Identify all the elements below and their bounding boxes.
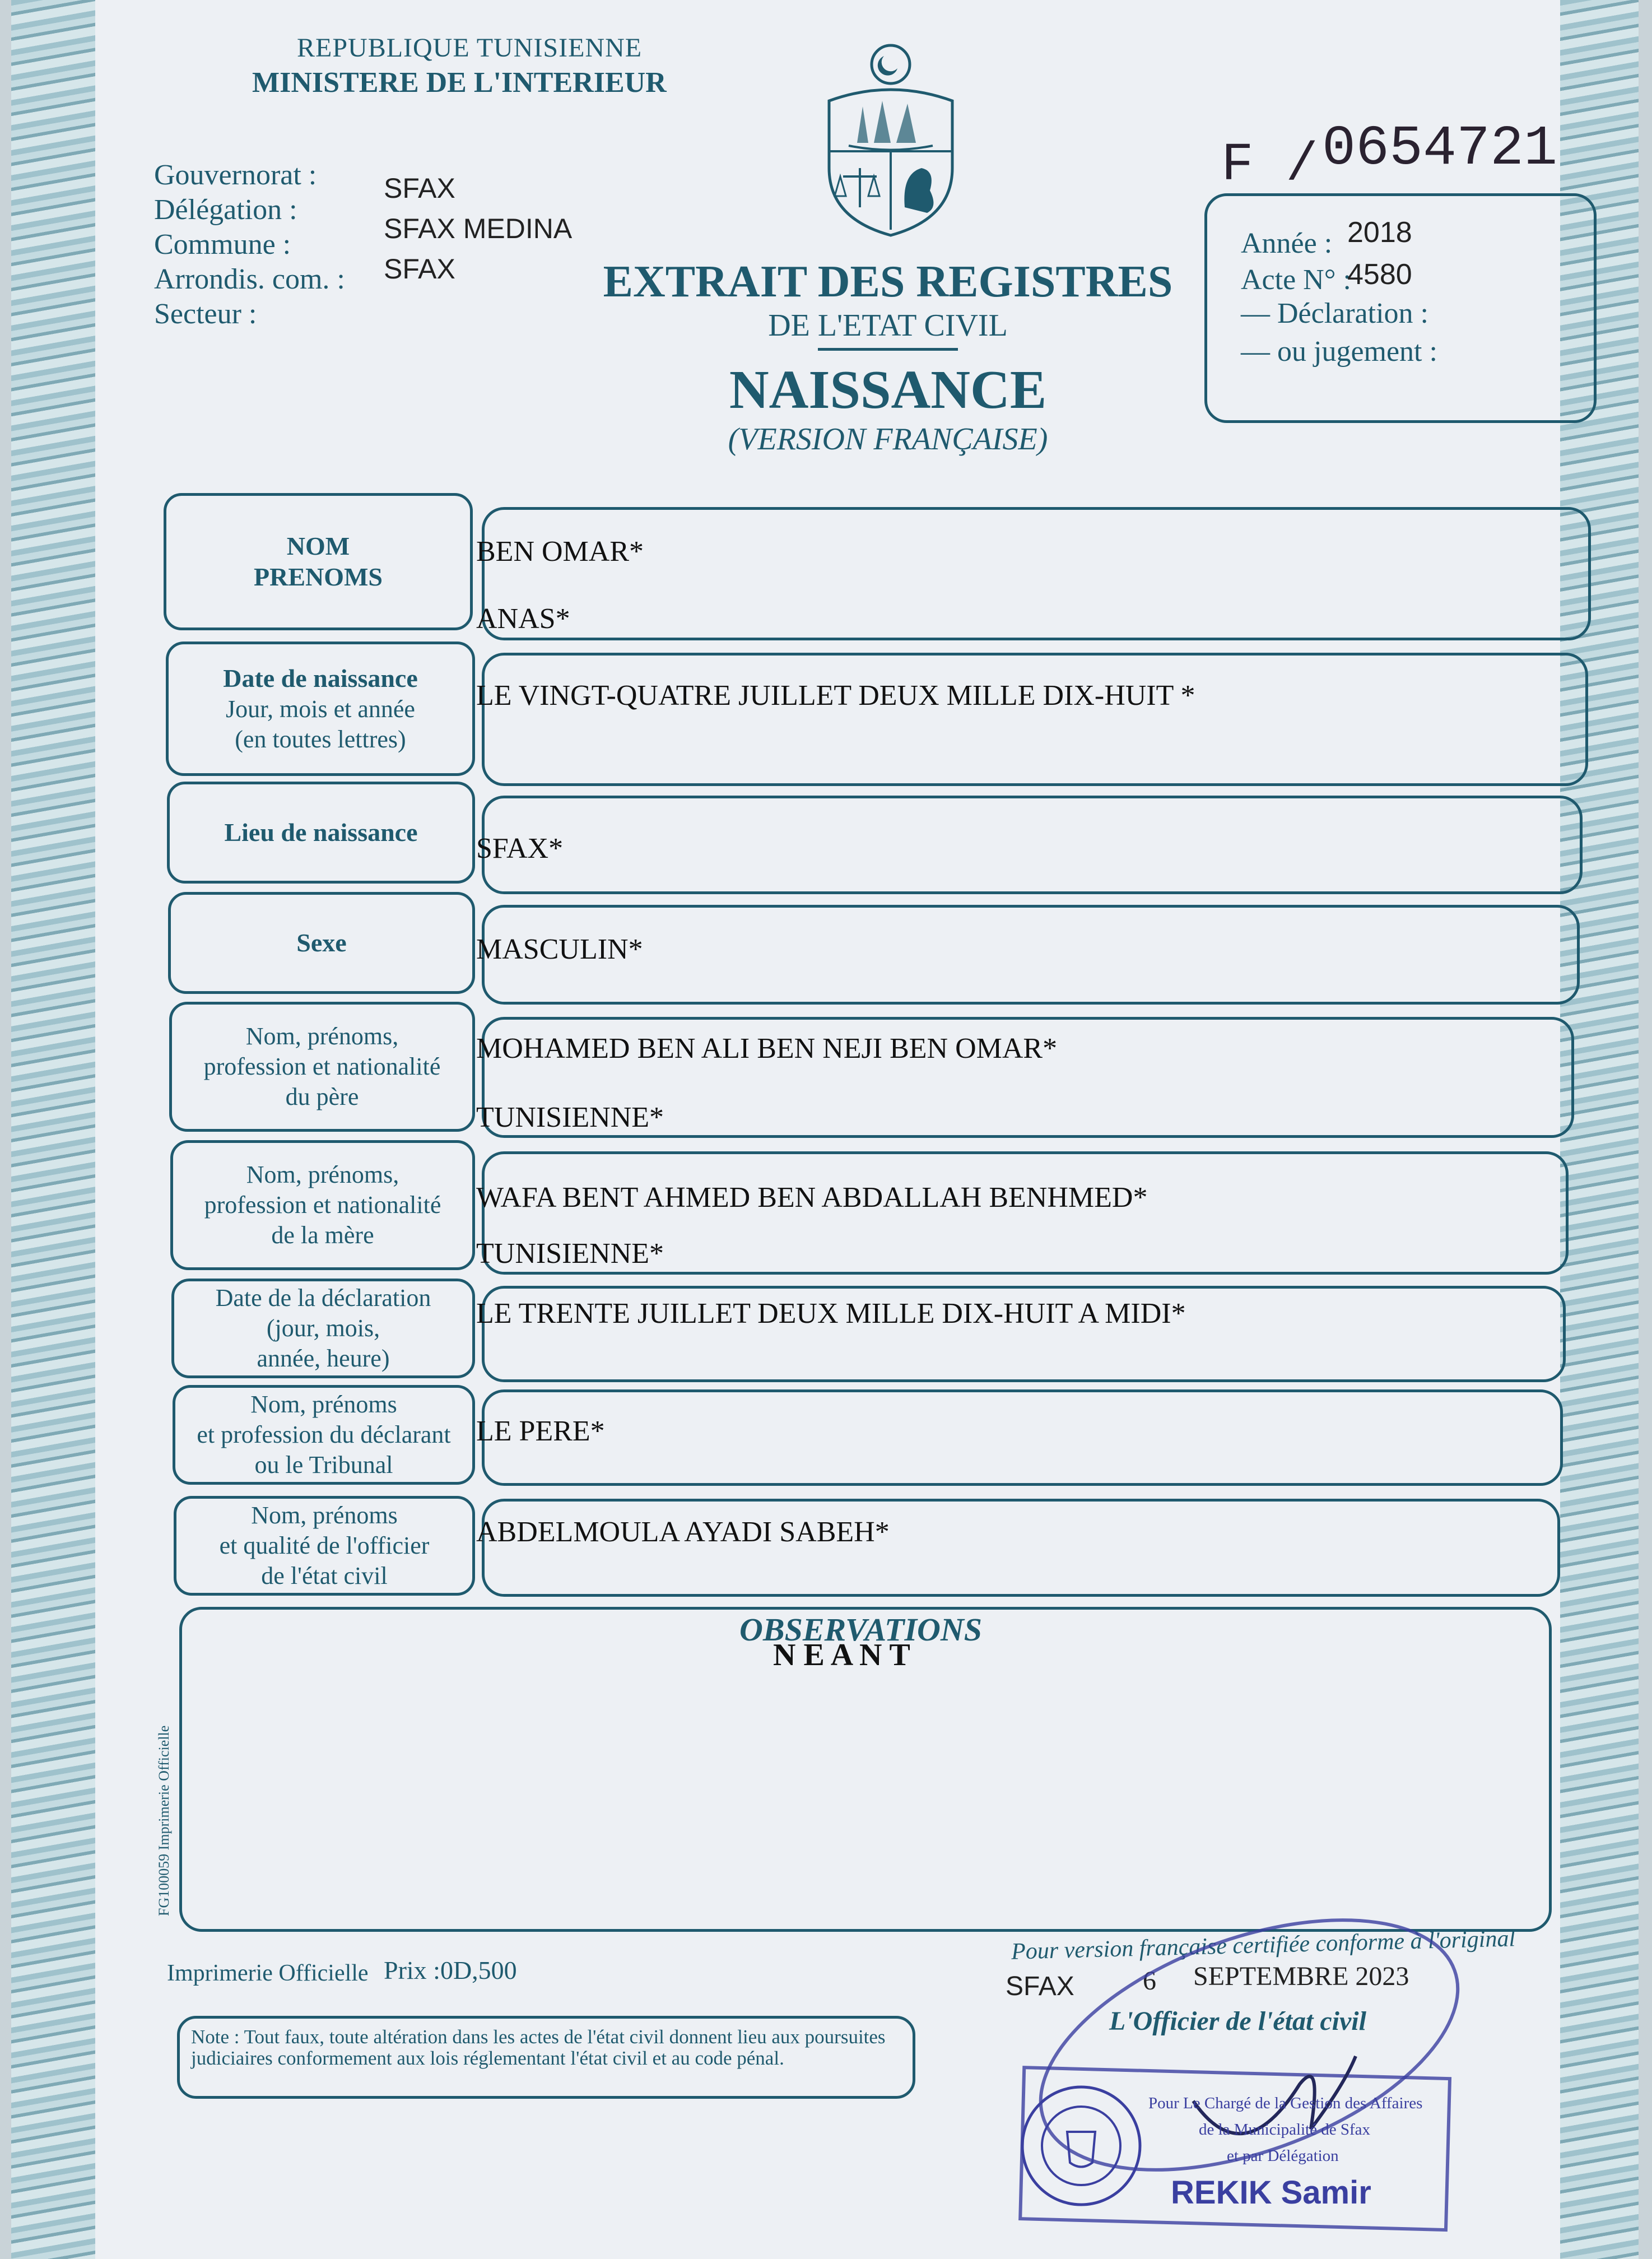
officer-title: L'Officier de l'état civil	[1109, 2006, 1366, 2036]
declarant-label-2: et profession du déclarant	[197, 1421, 451, 1448]
signature-place: SFAX	[1006, 1972, 1074, 2001]
title-line-1: EXTRAIT DES REGISTRES	[603, 257, 1173, 306]
arrondissement-label: Arrondis. com. :	[154, 263, 345, 295]
row-label-date-declaration	[171, 1279, 475, 1378]
prenom-value: ANAS*	[476, 603, 570, 635]
date-naissance-label: Date de naissance	[223, 663, 418, 692]
acte-number-value: 4580	[1347, 258, 1412, 291]
coat-of-arms-icon	[818, 39, 964, 241]
serial-prefix: F /	[1221, 134, 1318, 196]
delegation-value: SFAX MEDINA	[384, 213, 573, 244]
date-naissance-sub1: Jour, mois et année	[226, 695, 415, 723]
printer-reference-vertical: FG100059 Imprimerie Officielle	[156, 1725, 172, 1916]
declaration-label: — Déclaration :	[1241, 298, 1428, 329]
title-line-4: (VERSION FRANÇAISE)	[728, 422, 1048, 457]
gouvernorat-value: SFAX	[384, 173, 455, 204]
lieu-naissance-label: Lieu de naissance	[224, 818, 418, 847]
delegation-label: Délégation :	[154, 194, 297, 226]
row-label-mere	[170, 1140, 475, 1270]
date-naissance-value: LE VINGT-QUATRE JUILLET DEUX MILLE DIX-HUIT *	[476, 680, 1195, 712]
annee-value: 2018	[1347, 216, 1412, 249]
nom-label: NOM	[286, 531, 350, 560]
legal-note: Note : Tout faux, toute altération dans les actes de l'état civil donnent lieu aux poursuites judiciaires conformement aux lois réglementant l'état civil et au code pénal.	[177, 2016, 915, 2099]
location-values	[384, 168, 572, 289]
annee-label: Année :	[1241, 227, 1333, 259]
pere-label-2: profession et nationalité	[203, 1053, 441, 1080]
row-value-box-declarant	[482, 1389, 1563, 1486]
republic-label: REPUBLIQUE TUNISIENNE	[297, 33, 643, 63]
mere-label-1: Nom, prénoms,	[246, 1161, 399, 1188]
mere-label-2: profession et nationalité	[204, 1191, 441, 1219]
commune-value: SFAX	[384, 253, 455, 285]
row-value-box-date-naissance	[482, 653, 1588, 786]
declarant-label-1: Nom, prénoms	[250, 1391, 397, 1418]
acte-number-label: Acte N° :	[1241, 264, 1351, 296]
declaration-date-label-2: (jour, mois,	[266, 1314, 380, 1342]
observations-label: OBSERVATIONS	[739, 1611, 983, 1648]
row-value-box-lieu-naissance	[482, 796, 1583, 894]
pere-label-3: du père	[285, 1083, 359, 1110]
lieu-naissance-value: SFAX*	[476, 833, 564, 864]
commune-label: Commune :	[154, 229, 291, 261]
declaration-date-label-1: Date de la déclaration	[215, 1284, 431, 1312]
row-label-declarant	[173, 1385, 475, 1485]
printer-label: Imprimerie Officielle	[167, 1960, 369, 1986]
signature-day: 6	[1143, 1966, 1156, 1996]
declaration-date-value: LE TRENTE JUILLET DEUX MILLE DIX-HUIT A MIDI*	[476, 1298, 1186, 1330]
gouvernorat-label: Gouvernorat :	[154, 159, 317, 191]
officier-label-1: Nom, prénoms	[251, 1502, 398, 1529]
decorative-border-left	[11, 0, 95, 2259]
signature-month-year: SEPTEMBRE 2023	[1193, 1961, 1409, 1991]
observations-value: N E A N T	[773, 1638, 910, 1672]
certification-text: Pour version française certifiée conforme à l'original	[1011, 1926, 1516, 1965]
row-value-box-sexe	[482, 905, 1580, 1005]
row-label-sexe	[168, 892, 475, 994]
mere-label-3: de la mère	[271, 1221, 374, 1249]
declarant-label-3: ou le Tribunal	[254, 1451, 393, 1479]
stamp-signatory-name: REKIK Samir	[1171, 2174, 1371, 2211]
title-line-3: NAISSANCE	[729, 360, 1047, 420]
declarant-value: LE PERE*	[476, 1415, 605, 1447]
row-value-box-nom-prenoms	[482, 507, 1591, 640]
stamp-line-1: Pour Le Chargé de la Gestion des Affaires	[1148, 2094, 1423, 2112]
mere-nationality-value: TUNISIENNE*	[476, 1238, 664, 1270]
document-title	[571, 257, 1204, 457]
row-label-officier	[174, 1496, 475, 1596]
stamp-line-2: de la Municipalité de Sfax	[1199, 2121, 1371, 2139]
date-naissance-sub2: (en toutes lettres)	[235, 725, 406, 753]
mere-name-value: WAFA BENT AHMED BEN ABDALLAH BENHMED*	[476, 1182, 1148, 1214]
row-label-date-naissance	[166, 642, 475, 776]
nom-value: BEN OMAR*	[476, 536, 644, 568]
pere-nationality-value: TUNISIENNE*	[476, 1101, 664, 1133]
sexe-value: MASCULIN*	[476, 933, 643, 965]
row-label-lieu-naissance	[167, 782, 475, 884]
secteur-label: Secteur :	[154, 298, 257, 330]
ministry-label: MINISTERE DE L'INTERIEUR	[252, 67, 667, 99]
officier-label-3: de l'état civil	[261, 1562, 388, 1589]
location-labels	[154, 158, 345, 332]
row-label-nom-prenoms	[164, 493, 473, 630]
sexe-label: Sexe	[296, 928, 347, 957]
jugement-label: — ou jugement :	[1241, 336, 1437, 368]
declaration-date-label-3: année, heure)	[257, 1345, 390, 1372]
title-line-2: DE L'ETAT CIVIL	[768, 308, 1008, 343]
acte-info-box	[1204, 193, 1597, 423]
officier-value: ABDELMOULA AYADI SABEH*	[476, 1516, 890, 1548]
officier-label-2: et qualité de l'officier	[219, 1532, 430, 1559]
serial-number: 0654721	[1322, 118, 1558, 181]
stamp-line-3: et par Délégation	[1227, 2147, 1339, 2165]
price-label: Prix :0D,500	[384, 1956, 517, 1984]
pere-name-value: MOHAMED BEN ALI BEN NEJI BEN OMAR*	[476, 1033, 1058, 1065]
title-divider	[818, 348, 958, 351]
row-label-pere	[169, 1002, 475, 1132]
prenoms-label: PRENOMS	[254, 562, 383, 591]
birth-certificate-page	[11, 0, 1639, 2259]
pere-label-1: Nom, prénoms,	[245, 1022, 399, 1050]
